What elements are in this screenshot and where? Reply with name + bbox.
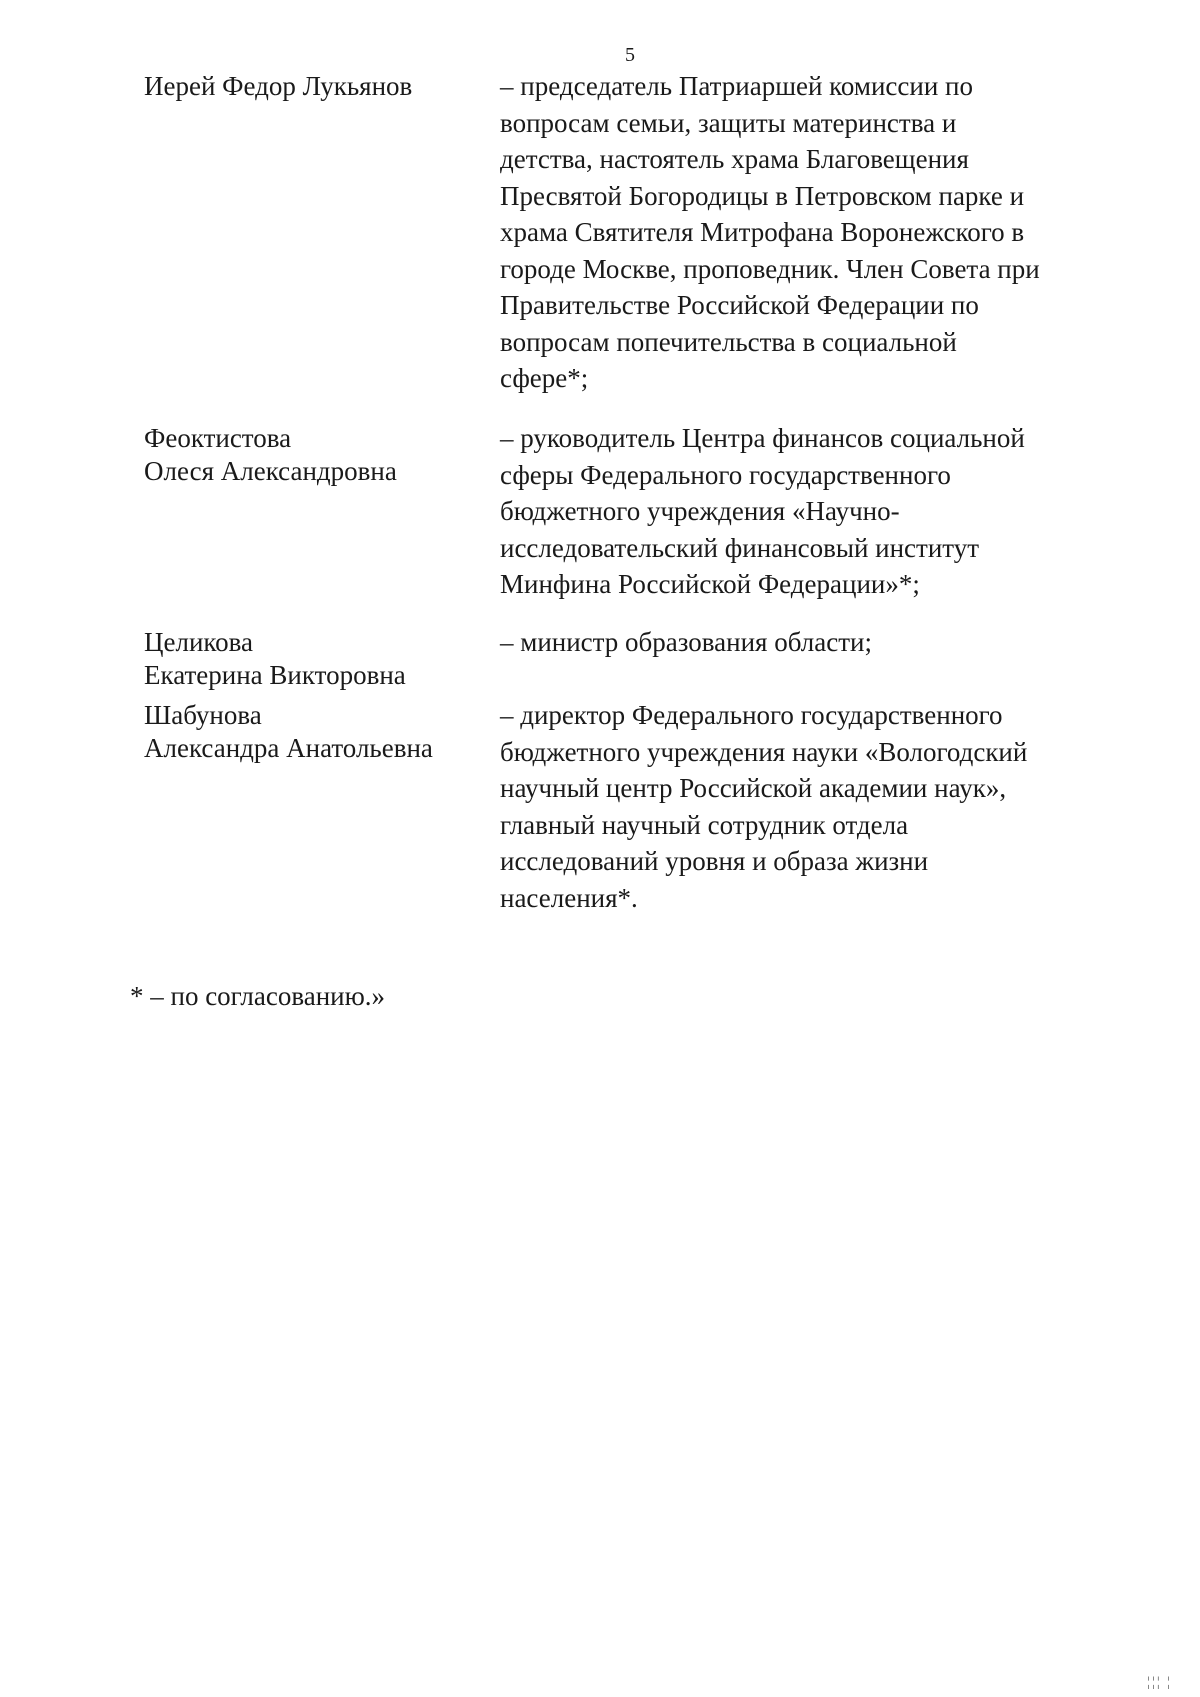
description-line: вопросам попечительства в социальной [500,326,957,357]
description-line: сфере*; [500,363,589,393]
description-line: детства, настоятель храма Благовещения [500,144,969,174]
description-line: городе Москве, проповедник. Член Совета при [500,253,1040,284]
description-line: – министр образования области; [500,627,872,657]
description-line: исследований уровня и образа жизни [500,846,929,876]
member-description [500,420,1080,603]
description-line: – председатель Патриаршей комиссии по [500,71,974,101]
member-name-line: Целикова [144,627,254,657]
member-description [500,68,1080,397]
member-name-line: Иерей Федор Лукьянов [144,71,413,101]
description-line: бюджетного учреждения науки «Вологодский [500,736,1028,767]
description-line: вопросам семьи, защиты материнства и [500,107,957,138]
description-line: сферы Федерального государственного [500,459,951,490]
footnote: * – по согласованию.» [130,981,386,1011]
description-line: Минфина Российской Федерации»*; [500,569,920,599]
member-name-line: Екатерина Викторовна [144,659,406,690]
member-description [500,624,1080,661]
member-name-line: Александра Анатольевна [144,732,433,763]
member-name [144,697,474,766]
page-number: 5 [625,44,635,66]
description-line: бюджетного учреждения «Научно- [500,496,900,526]
member-name-line: Феоктистова [144,423,292,453]
member-name [144,624,474,693]
description-line: главный научный сотрудник отдела [500,809,909,840]
description-line: научный центр Российской академии наук», [500,773,1007,803]
description-line: Правительстве Российской Федерации по [500,290,979,320]
description-line: Пресвятой Богородицы в Петровском парке и [500,180,1025,211]
scan-artifact: ¦¦¦ ¦ [1147,1675,1172,1690]
member-description [500,697,1080,916]
member-name-line: Олеся Александровна [144,455,397,486]
description-line: – директор Федерального государственного [500,700,1003,730]
description-line: населения*. [500,882,638,913]
description-line: храма Святителя Митрофана Воронежского в [500,217,1025,247]
description-line: – руководитель Центра финансов социальной [500,423,1025,453]
member-name [144,420,474,489]
member-name [144,68,474,105]
member-name-line: Шабунова [144,700,262,730]
description-line: исследовательский финансовый институт [500,532,980,563]
